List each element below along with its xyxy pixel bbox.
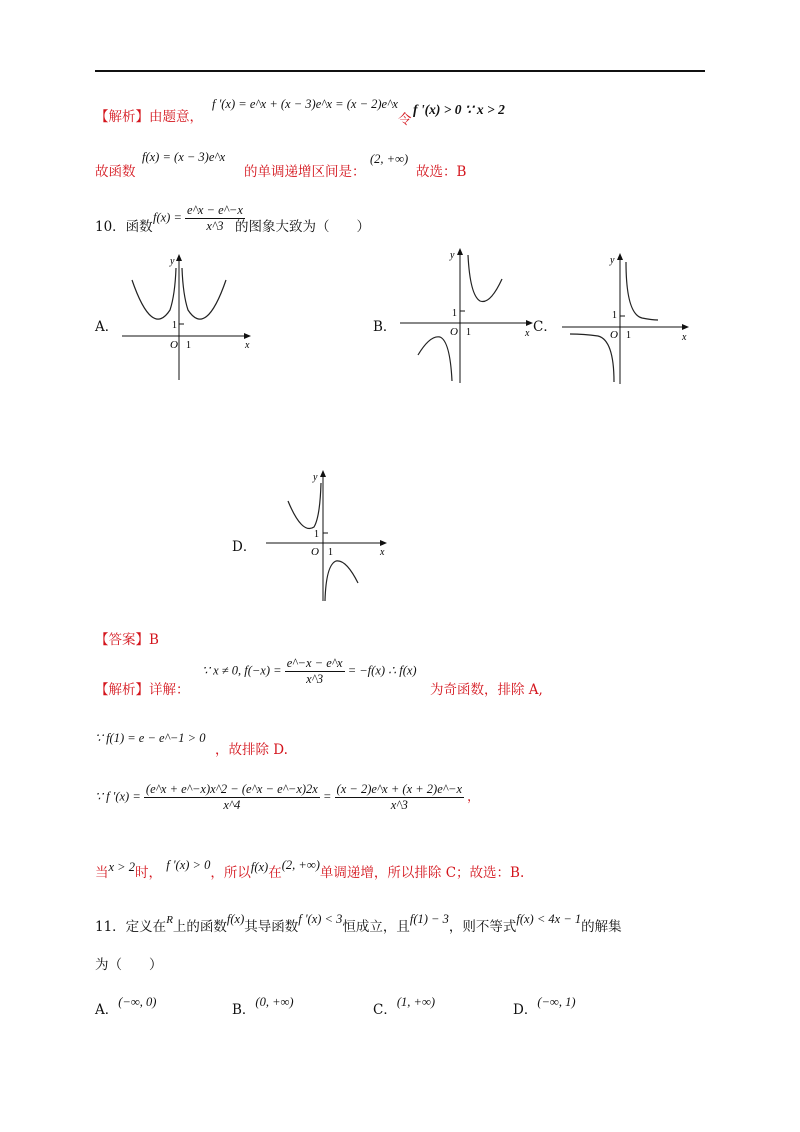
- graph-d-origin: O: [311, 546, 319, 558]
- graph-c[interactable]: [560, 248, 695, 388]
- conclusion-mid: 的单调递增区间是：: [244, 164, 366, 180]
- solution-l3-pre: ∵ f '(x) =: [95, 789, 141, 804]
- solution-l3-fraction-2: [335, 782, 464, 813]
- q10-option-b-label[interactable]: B．: [373, 319, 397, 335]
- solution-l1-fraction: [285, 656, 345, 687]
- solution-lead: 详解：: [149, 682, 190, 698]
- q11-option-b-value: (0, +∞): [255, 995, 294, 1009]
- answer-line: [95, 628, 159, 648]
- answer-value: B: [149, 632, 159, 648]
- q10-number: 10．函数: [95, 219, 153, 235]
- graph-b-origin: O: [450, 326, 458, 338]
- graph-b[interactable]: [398, 243, 538, 388]
- conclusion-function: f(x) = (x − 3)e^x: [142, 150, 226, 164]
- analysis-line-1: [95, 105, 203, 125]
- q11-option-a-value: (−∞, 0): [118, 995, 157, 1009]
- graph-a[interactable]: [120, 250, 255, 385]
- q10-numerator: e^x − e^−x: [187, 203, 243, 217]
- graph-a-y-arrow: [176, 254, 182, 261]
- solution-l4-d: 在: [268, 865, 282, 881]
- graph-d-one-y: 1: [314, 529, 319, 540]
- q11-option-b-label: B．: [232, 1002, 256, 1018]
- derivative-condition: f '(x) > 0 ∵ x > 2: [413, 102, 505, 117]
- q11-m2: f(x): [226, 912, 245, 926]
- graph-d[interactable]: [262, 465, 392, 605]
- solution-l4-m2: f '(x) > 0: [166, 858, 211, 872]
- solution-l3-num1: (e^x + e^−x)x^2 − (e^x − e^−x)2x: [145, 782, 318, 796]
- q11-option-b[interactable]: [232, 995, 294, 1018]
- q11-option-d-value: (−∞, 1): [537, 995, 576, 1009]
- q11-option-c-value: (1, +∞): [396, 995, 436, 1009]
- solution-l2-text: ，故排除 D.: [215, 742, 288, 758]
- solution-l1-den: x^3: [306, 672, 324, 686]
- q10-option-d-label[interactable]: D．: [232, 539, 257, 555]
- header-rule: [95, 70, 705, 72]
- solution-head: [95, 678, 190, 698]
- solution-l3-tail: ，: [467, 789, 480, 804]
- graph-c-one-y: 1: [612, 310, 617, 321]
- answer-tag: 【答案】: [95, 632, 149, 648]
- solution-l4-b: 时，: [134, 865, 162, 881]
- graph-d-y-label: y: [313, 472, 318, 483]
- graph-b-y-arrow: [457, 248, 463, 255]
- q11-m3: f '(x) < 3: [298, 912, 343, 926]
- q11-m5: f(x) < 4x − 1: [516, 912, 582, 926]
- q11-option-a-label: A．: [95, 1002, 119, 1018]
- graph-b-one-y: 1: [452, 308, 457, 319]
- solution-l3-fraction-1: [144, 782, 320, 813]
- derivative-formula: f '(x) = e^x + (x − 3)e^x = (x − 2)e^x: [212, 97, 398, 111]
- conclusion-interval: (2, +∞): [370, 152, 409, 166]
- solution-l4-m4: (2, +∞): [281, 858, 320, 872]
- graph-c-y-label: y: [610, 255, 615, 266]
- q11-t2: 上的函数: [172, 919, 227, 935]
- q10-function: [153, 203, 245, 234]
- graph-d-right-branch: [325, 561, 358, 601]
- graph-a-y-label: y: [170, 256, 175, 267]
- graph-a-one-y: 1: [172, 320, 177, 331]
- solution-l4-m3: f(x): [250, 860, 269, 874]
- q11-option-c-label: C．: [373, 1002, 397, 1018]
- solution-l4-a: 当: [95, 865, 109, 881]
- graph-b-right-branch: [468, 255, 502, 302]
- graph-c-origin: O: [610, 329, 618, 341]
- solution-l3-math: [95, 782, 480, 813]
- graph-d-x-arrow: [380, 540, 387, 546]
- solution-l1-math: [202, 656, 417, 687]
- graph-a-x-arrow: [244, 333, 251, 339]
- solution-l2-math: ∵ f(1) = e − e^−1 > 0: [95, 731, 206, 745]
- solution-l1-rest: = −f(x) ∴ f(x): [347, 663, 417, 678]
- solution-l3-den1: x^4: [223, 798, 241, 812]
- graph-a-right-branch: [182, 268, 226, 319]
- solution-l4-c: ，所以: [210, 865, 251, 881]
- solution-l1-text: 为奇函数，排除 A,: [430, 682, 543, 698]
- q11-t4: 恒成立，且: [342, 919, 410, 935]
- q11-line-2: 为（ ）: [95, 957, 163, 973]
- analysis-lead: 由题意，: [149, 109, 203, 125]
- q11-t1: 11．定义在: [95, 919, 167, 935]
- q11-option-d[interactable]: [513, 995, 576, 1018]
- graph-b-y-label: y: [450, 250, 455, 261]
- graph-d-x-label: x: [380, 547, 385, 558]
- solution-l3-den2: x^3: [390, 798, 408, 812]
- analysis-tag: 【解析】: [95, 109, 149, 125]
- solution-l4: [95, 858, 524, 881]
- solution-l1-num: e^−x − e^x: [286, 656, 343, 670]
- solution-l4-m1: x > 2: [108, 860, 135, 874]
- graph-b-one-x: 1: [466, 327, 471, 338]
- q10-option-c-label[interactable]: C．: [533, 319, 557, 335]
- q10-option-a-label[interactable]: A．: [95, 319, 119, 335]
- graph-c-one-x: 1: [626, 330, 631, 341]
- graph-a-origin: O: [170, 339, 178, 351]
- q11-t6: 的解集: [581, 919, 622, 935]
- q10-denominator: x^3: [206, 219, 224, 233]
- q11-option-d-label: D．: [513, 1002, 538, 1018]
- graph-d-one-x: 1: [328, 547, 333, 558]
- q10-tail: 的图象大致为（ ）: [235, 219, 370, 235]
- q11-line-1: [95, 912, 622, 935]
- graph-a-left-branch: [132, 268, 176, 319]
- graph-c-y-arrow: [617, 253, 623, 260]
- solution-tag: 【解析】: [95, 682, 149, 698]
- solution-l3-num2: (x − 2)e^x + (x + 2)e^−x: [336, 782, 463, 796]
- graph-c-right-branch: [626, 262, 658, 320]
- solution-l4-e: 单调递增，所以排除 C；故选：B.: [319, 865, 525, 881]
- graph-b-left-branch: [418, 337, 452, 381]
- q11-t3: 其导函数: [244, 919, 299, 935]
- q11-m4: f(1) − 3: [409, 912, 449, 926]
- graph-a-one-x: 1: [186, 340, 191, 351]
- graph-b-x-arrow: [526, 320, 533, 326]
- conclusion-lead: 故函数: [95, 164, 136, 180]
- graph-a-x-label: x: [245, 340, 250, 351]
- q11-option-a[interactable]: [95, 995, 156, 1018]
- solution-l3-eq: =: [322, 789, 332, 804]
- graph-b-x-label: x: [525, 328, 530, 339]
- graph-c-left-branch: [570, 334, 614, 382]
- q11-option-c[interactable]: [373, 995, 435, 1018]
- q10-func-lhs: f(x) =: [153, 210, 182, 225]
- ling-text: 令: [398, 112, 412, 128]
- q11-m1: R: [166, 914, 173, 926]
- conclusion-tail: 故选：B: [416, 164, 467, 180]
- q11-t5: ，则不等式: [448, 919, 517, 935]
- graph-d-left-branch: [288, 483, 321, 529]
- solution-l1-pre: ∵ x ≠ 0, f(−x) =: [202, 663, 285, 678]
- graph-c-x-label: x: [682, 332, 687, 343]
- graph-d-y-arrow: [320, 470, 326, 477]
- graph-c-x-arrow: [682, 324, 689, 330]
